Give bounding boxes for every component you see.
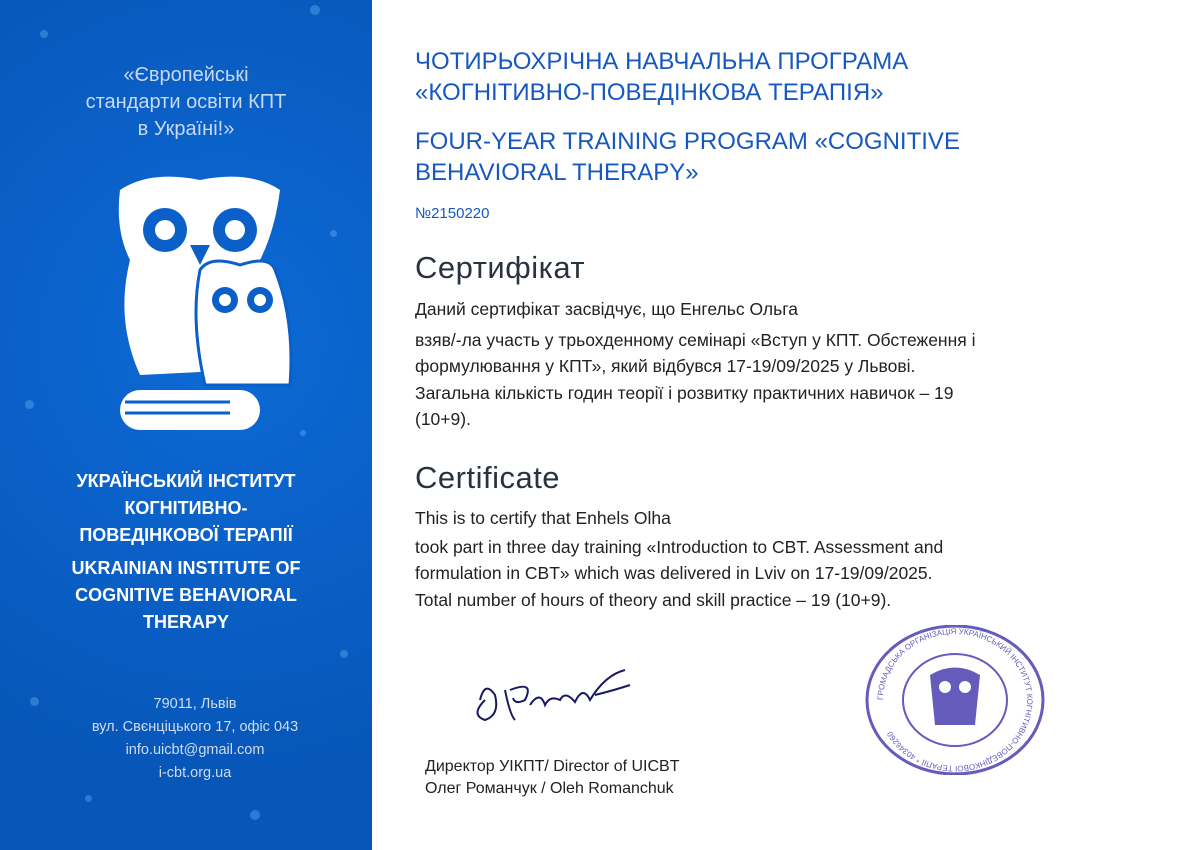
body-line: took part in three day training «Introduction to CBT. Assessment and bbox=[415, 536, 944, 557]
certificate-number: №2150220 bbox=[415, 205, 490, 222]
contact-info bbox=[40, 693, 350, 785]
certificate-body-ua bbox=[415, 296, 975, 433]
institute-ua: ПОВЕДІНКОВОЇ ТЕРАПІЇ bbox=[79, 525, 293, 545]
slogan bbox=[0, 62, 372, 143]
institute-ua: КОГНІТИВНО- bbox=[124, 498, 248, 518]
address-city: 79011, Львів bbox=[153, 696, 237, 712]
recipient-name: Enhels Olha bbox=[575, 508, 671, 528]
certificate-title-ua: Сертифікат bbox=[415, 250, 586, 285]
body-line: Загальна кількість годин теорії і розвитку практичних навичок – 19 bbox=[415, 382, 954, 403]
institute-en: COGNITIVE BEHAVIORAL bbox=[75, 585, 297, 605]
address-street: вул. Свєнціцького 17, офіс 043 bbox=[91, 719, 299, 735]
slogan-line: в Україні!» bbox=[137, 118, 235, 140]
slogan-line: «Європейські bbox=[123, 64, 249, 86]
body-line: формулювання у КПТ», який відбувся 17-19/09/2025 у Львові. bbox=[415, 356, 916, 376]
director-block bbox=[425, 756, 679, 800]
body-line: взяв/-ла участь у трьохденному семінарі «Вступ у КПТ. Обстеження і bbox=[415, 329, 976, 350]
email: info.uicbt@gmail.com bbox=[125, 742, 265, 758]
body-line: Total number of hours of theory and skill practice – 19 (10+9). bbox=[415, 589, 892, 610]
program-title-line: «КОГНІТИВНО-ПОВЕДІНКОВА ТЕРАПІЯ» bbox=[415, 79, 884, 106]
program-title-en bbox=[415, 126, 960, 188]
institute-name bbox=[10, 468, 362, 636]
program-title-line: FOUR-YEAR TRAINING PROGRAM «COGNITIVE bbox=[415, 128, 960, 155]
certificate-body-en bbox=[415, 505, 943, 613]
program-title-line: BEHAVIORAL THERAPY» bbox=[415, 159, 699, 186]
left-panel bbox=[0, 0, 372, 850]
institute-en: THERAPY bbox=[142, 612, 229, 632]
director-title: Директор УІКПТ/ Director of UICBT bbox=[425, 758, 680, 775]
body-line: formulation in CBT» which was delivered in Lviv on 17-19/09/2025. bbox=[415, 563, 933, 583]
institute-en: UKRAINIAN INSTITUTE OF bbox=[71, 558, 301, 578]
body-line: (10+9). bbox=[415, 409, 471, 429]
website: i-cbt.org.ua bbox=[158, 765, 232, 781]
institute-ua: УКРАЇНСЬКИЙ ІНСТИТУТ bbox=[76, 471, 296, 491]
program-title-ua bbox=[415, 46, 908, 108]
slogan-line: стандарти освіти КПТ bbox=[85, 91, 287, 113]
program-title-line: ЧОТИРЬОХРІЧНА НАВЧАЛЬНА ПРОГРАМА bbox=[415, 48, 909, 75]
certificate-title-en: Certificate bbox=[415, 460, 561, 495]
owl-logo-icon bbox=[110, 170, 300, 440]
svg-text:ГРОМАДСЬКА ОРГАНІЗАЦІЯ УКРАЇНС: ГРОМАДСЬКА ОРГАНІЗАЦІЯ УКРАЇНСЬКИЙ ІНСТИТУТ КОГНІТИВНО-ПОВЕДІНКОВОЇ ТЕРАПІЇ * 40346260 bbox=[875, 626, 1035, 774]
recipient-name: Енгельс Ольга bbox=[680, 299, 798, 319]
signature-icon bbox=[465, 660, 635, 730]
certifies-text: Даний сертифікат засвідчує, що bbox=[415, 299, 681, 319]
certifies-text: This is to certify that bbox=[415, 508, 576, 528]
official-stamp-icon bbox=[860, 625, 1050, 775]
director-name: Олег Романчук / Oleh Romanchuk bbox=[425, 780, 674, 797]
